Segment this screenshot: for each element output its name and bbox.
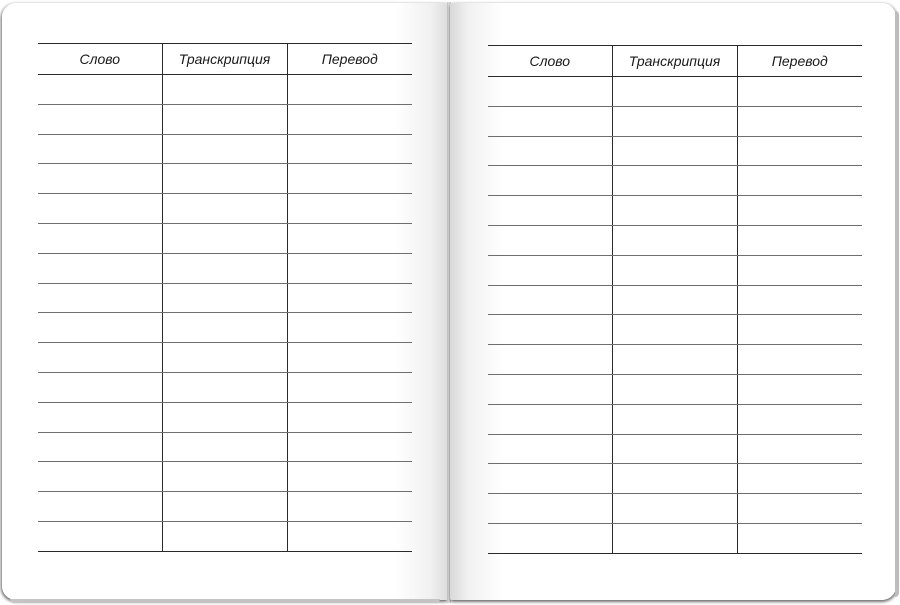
left-page	[2, 3, 448, 600]
translation-cell[interactable]	[737, 106, 862, 136]
translation-cell[interactable]	[287, 253, 412, 283]
table-row	[38, 134, 412, 164]
left-page-edge	[10, 599, 440, 603]
translation-cell[interactable]	[737, 196, 862, 226]
word-cell[interactable]	[38, 521, 162, 551]
table-header-row	[488, 46, 862, 77]
translation-cell[interactable]	[287, 372, 412, 402]
word-cell[interactable]	[488, 285, 612, 315]
word-cell[interactable]	[488, 196, 612, 226]
translation-cell[interactable]	[287, 283, 412, 313]
table-row	[38, 223, 412, 253]
transcription-cell[interactable]	[612, 255, 737, 285]
transcription-cell[interactable]	[612, 285, 737, 315]
transcription-cell[interactable]	[162, 343, 287, 373]
translation-cell[interactable]	[287, 104, 412, 134]
transcription-cell[interactable]	[162, 253, 287, 283]
translation-cell[interactable]	[737, 464, 862, 494]
word-cell[interactable]	[488, 464, 612, 494]
translation-cell[interactable]	[287, 194, 412, 224]
transcription-cell[interactable]	[162, 432, 287, 462]
table-row	[38, 75, 412, 105]
translation-cell[interactable]	[737, 285, 862, 315]
translation-cell[interactable]	[287, 432, 412, 462]
right-vocabulary-table	[488, 45, 862, 554]
header-transcription: Транскрипция	[162, 44, 287, 75]
word-cell[interactable]	[38, 104, 162, 134]
translation-cell[interactable]	[737, 77, 862, 107]
table-row	[488, 494, 862, 524]
translation-cell[interactable]	[737, 494, 862, 524]
translation-cell[interactable]	[287, 343, 412, 373]
transcription-cell[interactable]	[612, 106, 737, 136]
translation-cell[interactable]	[287, 75, 412, 105]
word-cell[interactable]	[488, 255, 612, 285]
translation-cell[interactable]	[287, 462, 412, 492]
word-cell[interactable]	[38, 402, 162, 432]
word-cell[interactable]	[38, 313, 162, 343]
table-row	[38, 343, 412, 373]
table-row	[488, 196, 862, 226]
transcription-cell[interactable]	[162, 164, 287, 194]
translation-cell[interactable]	[737, 404, 862, 434]
word-cell[interactable]	[488, 315, 612, 345]
transcription-cell[interactable]	[162, 104, 287, 134]
word-cell[interactable]	[488, 225, 612, 255]
word-cell[interactable]	[488, 434, 612, 464]
word-cell[interactable]	[38, 343, 162, 373]
word-cell[interactable]	[488, 77, 612, 107]
translation-cell[interactable]	[737, 255, 862, 285]
transcription-cell[interactable]	[612, 225, 737, 255]
table-row	[38, 462, 412, 492]
left-table-body	[38, 75, 412, 552]
table-row	[38, 372, 412, 402]
translation-cell[interactable]	[737, 225, 862, 255]
table-row	[488, 285, 862, 315]
transcription-cell[interactable]	[612, 464, 737, 494]
transcription-cell[interactable]	[612, 404, 737, 434]
table-row	[38, 283, 412, 313]
word-cell[interactable]	[38, 253, 162, 283]
word-cell[interactable]	[38, 372, 162, 402]
word-cell[interactable]	[488, 494, 612, 524]
table-row	[38, 164, 412, 194]
right-page	[450, 3, 896, 600]
table-row	[38, 253, 412, 283]
header-translation: Перевод	[287, 44, 412, 75]
transcription-cell[interactable]	[612, 434, 737, 464]
transcription-cell[interactable]	[162, 402, 287, 432]
translation-cell[interactable]	[287, 164, 412, 194]
word-cell[interactable]	[38, 283, 162, 313]
translation-cell[interactable]	[287, 521, 412, 551]
transcription-cell[interactable]	[612, 494, 737, 524]
transcription-cell[interactable]	[162, 462, 287, 492]
transcription-cell[interactable]	[162, 134, 287, 164]
word-cell[interactable]	[38, 194, 162, 224]
table-row	[488, 374, 862, 404]
word-cell[interactable]	[488, 404, 612, 434]
translation-cell[interactable]	[737, 523, 862, 553]
transcription-cell[interactable]	[162, 283, 287, 313]
translation-cell[interactable]	[287, 223, 412, 253]
table-row	[38, 492, 412, 522]
transcription-cell[interactable]	[612, 523, 737, 553]
transcription-cell[interactable]	[612, 136, 737, 166]
transcription-cell[interactable]	[612, 77, 737, 107]
word-cell[interactable]	[38, 462, 162, 492]
header-word: Слово	[488, 46, 612, 77]
table-row	[488, 136, 862, 166]
table-row	[488, 77, 862, 107]
table-row	[488, 523, 862, 553]
transcription-cell[interactable]	[162, 492, 287, 522]
transcription-cell[interactable]	[162, 313, 287, 343]
table-row	[488, 225, 862, 255]
table-row	[488, 166, 862, 196]
table-row	[488, 434, 862, 464]
word-cell[interactable]	[488, 523, 612, 553]
word-cell[interactable]	[488, 166, 612, 196]
header-translation: Перевод	[737, 46, 862, 77]
transcription-cell[interactable]	[612, 374, 737, 404]
translation-cell[interactable]	[737, 136, 862, 166]
word-cell[interactable]	[488, 374, 612, 404]
table-row	[38, 104, 412, 134]
transcription-cell[interactable]	[162, 194, 287, 224]
transcription-cell[interactable]	[162, 75, 287, 105]
word-cell[interactable]	[38, 134, 162, 164]
right-table-body	[488, 77, 862, 554]
word-cell[interactable]	[488, 136, 612, 166]
translation-cell[interactable]	[737, 315, 862, 345]
word-cell[interactable]	[488, 106, 612, 136]
table-row	[488, 345, 862, 375]
table-row	[38, 194, 412, 224]
word-cell[interactable]	[38, 164, 162, 194]
transcription-cell[interactable]	[612, 196, 737, 226]
transcription-cell[interactable]	[162, 372, 287, 402]
translation-cell[interactable]	[737, 345, 862, 375]
table-row	[488, 106, 862, 136]
table-row	[488, 404, 862, 434]
transcription-cell[interactable]	[162, 521, 287, 551]
table-row	[488, 315, 862, 345]
table-header-row	[38, 44, 412, 75]
transcription-cell[interactable]	[612, 166, 737, 196]
word-cell[interactable]	[38, 432, 162, 462]
word-cell[interactable]	[488, 345, 612, 375]
transcription-cell[interactable]	[612, 315, 737, 345]
table-row	[38, 521, 412, 551]
header-transcription: Транскрипция	[612, 46, 737, 77]
transcription-cell[interactable]	[162, 223, 287, 253]
translation-cell[interactable]	[287, 313, 412, 343]
translation-cell[interactable]	[287, 134, 412, 164]
word-cell[interactable]	[38, 75, 162, 105]
translation-cell[interactable]	[287, 492, 412, 522]
table-row	[38, 432, 412, 462]
word-cell[interactable]	[38, 492, 162, 522]
table-row	[38, 402, 412, 432]
table-row	[488, 255, 862, 285]
translation-cell[interactable]	[287, 402, 412, 432]
translation-cell[interactable]	[737, 374, 862, 404]
transcription-cell[interactable]	[612, 345, 737, 375]
word-cell[interactable]	[38, 223, 162, 253]
translation-cell[interactable]	[737, 166, 862, 196]
table-row	[38, 313, 412, 343]
right-page-edge	[895, 11, 899, 597]
left-vocabulary-table	[38, 43, 412, 552]
translation-cell[interactable]	[737, 434, 862, 464]
table-row	[488, 464, 862, 494]
header-word: Слово	[38, 44, 162, 75]
